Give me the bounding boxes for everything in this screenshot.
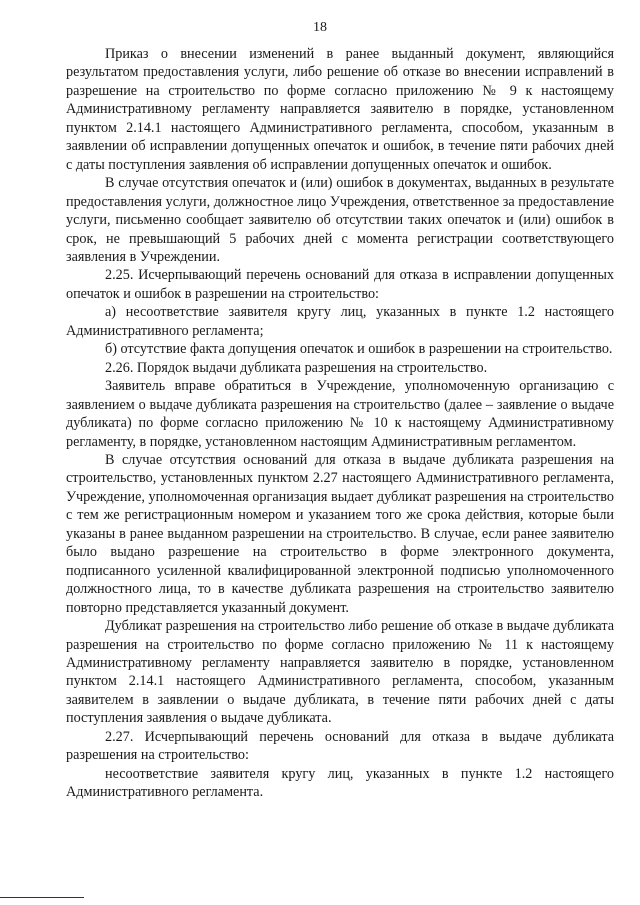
paragraph: б) отсутствие факта допущения опечаток и ошибок в разрешении на строительство. <box>105 341 613 358</box>
paragraph: Дубликат разрешения на строительство либо решение об отказе в выдаче дубликата разрешения на строительство по форме согласно приложению № 11 к настоящему Административному регламенту направляется заявителю в порядке, установленном пунктом 2.14.1 настоящего Административного регламента, способом, указанным заявителем в заявлении о выдаче дубликата, в течение пяти рабочих дней с даты поступления заявления о выдаче дубликата. <box>66 618 614 727</box>
paragraph: несоответствие заявителя кругу лиц, указанных в пункте 1.2 настоящего Административного регламента. <box>66 765 614 801</box>
paragraph: Заявитель вправе обратиться в Учреждение, уполномоченную организацию с заявлением о выдаче дубликата разрешения на строительство (далее – заявление о выдаче дубликата) по форме согласно приложению № 10 к настоящему Административному регламенту, в порядке, установленном настоящим Административным регламентом. <box>66 378 614 450</box>
paragraph: В случае отсутствия опечаток и (или) ошибок в документах, выданных в результате предоставления услуги, должностное лицо Учреждения, ответственное за предоставление услуги, письменно сообщает заявителю об отсутствии таких опечаток и (или) ошибок в срок, не превышающий 5 рабочих дней с момента регистрации соответствующего заявления в Учреждении. <box>66 175 614 265</box>
document-body <box>66 45 614 802</box>
paragraph: 2.25. Исчерпывающий перечень оснований для отказа в исправлении допущенных опечаток и ошибок в разрешении на строительство: <box>66 267 614 302</box>
paragraph: Приказ о внесении изменений в ранее выданный документ, являющийся результатом предоставления услуги, либо решение об отказе во внесении исправлений в разрешение на строительство по форме согласно приложению № 9 к настоящему Административному регламенту направляется заявителю в порядке, установленном пунктом 2.14.1 настоящего Административного регламента, способом, указанным в заявлении об исправлении допущенных опечаток и ошибок, в течение пяти рабочих дней с даты поступления заявления об исправлении допущенных опечаток и ошибок. <box>66 46 614 173</box>
footnote-separator-line <box>0 897 84 898</box>
paragraph: 2.26. Порядок выдачи дубликата разрешения на строительство. <box>105 359 488 376</box>
paragraph: 2.27. Исчерпывающий перечень оснований для отказа в выдаче дубликата разрешения на строительство: <box>66 728 614 764</box>
paragraph: а) несоответствие заявителя кругу лиц, указанных в пункте 1.2 настоящего Административного регламента; <box>66 304 614 339</box>
paragraph: В случае отсутствия оснований для отказа в выдаче дубликата разрешения на строительство, установленных пунктом 2.27 настоящего Административного регламента, Учреждение, уполномоченная организация выдает дубликат разрешения на строительство с тем же регистрационным номером и указанием того же срока действия, которые были указаны в ранее выданном разрешении на строительство. В случае, если ранее заявителю было выдано разрешение на строительство в форме электронного документа, подписанного усиленной квалифицированной электронной подписью уполномоченного должностного лица, то в качестве дубликата разрешения на строительство заявителю повторно представляется указанный документ. <box>66 451 614 616</box>
page-number: 18 <box>313 20 327 35</box>
